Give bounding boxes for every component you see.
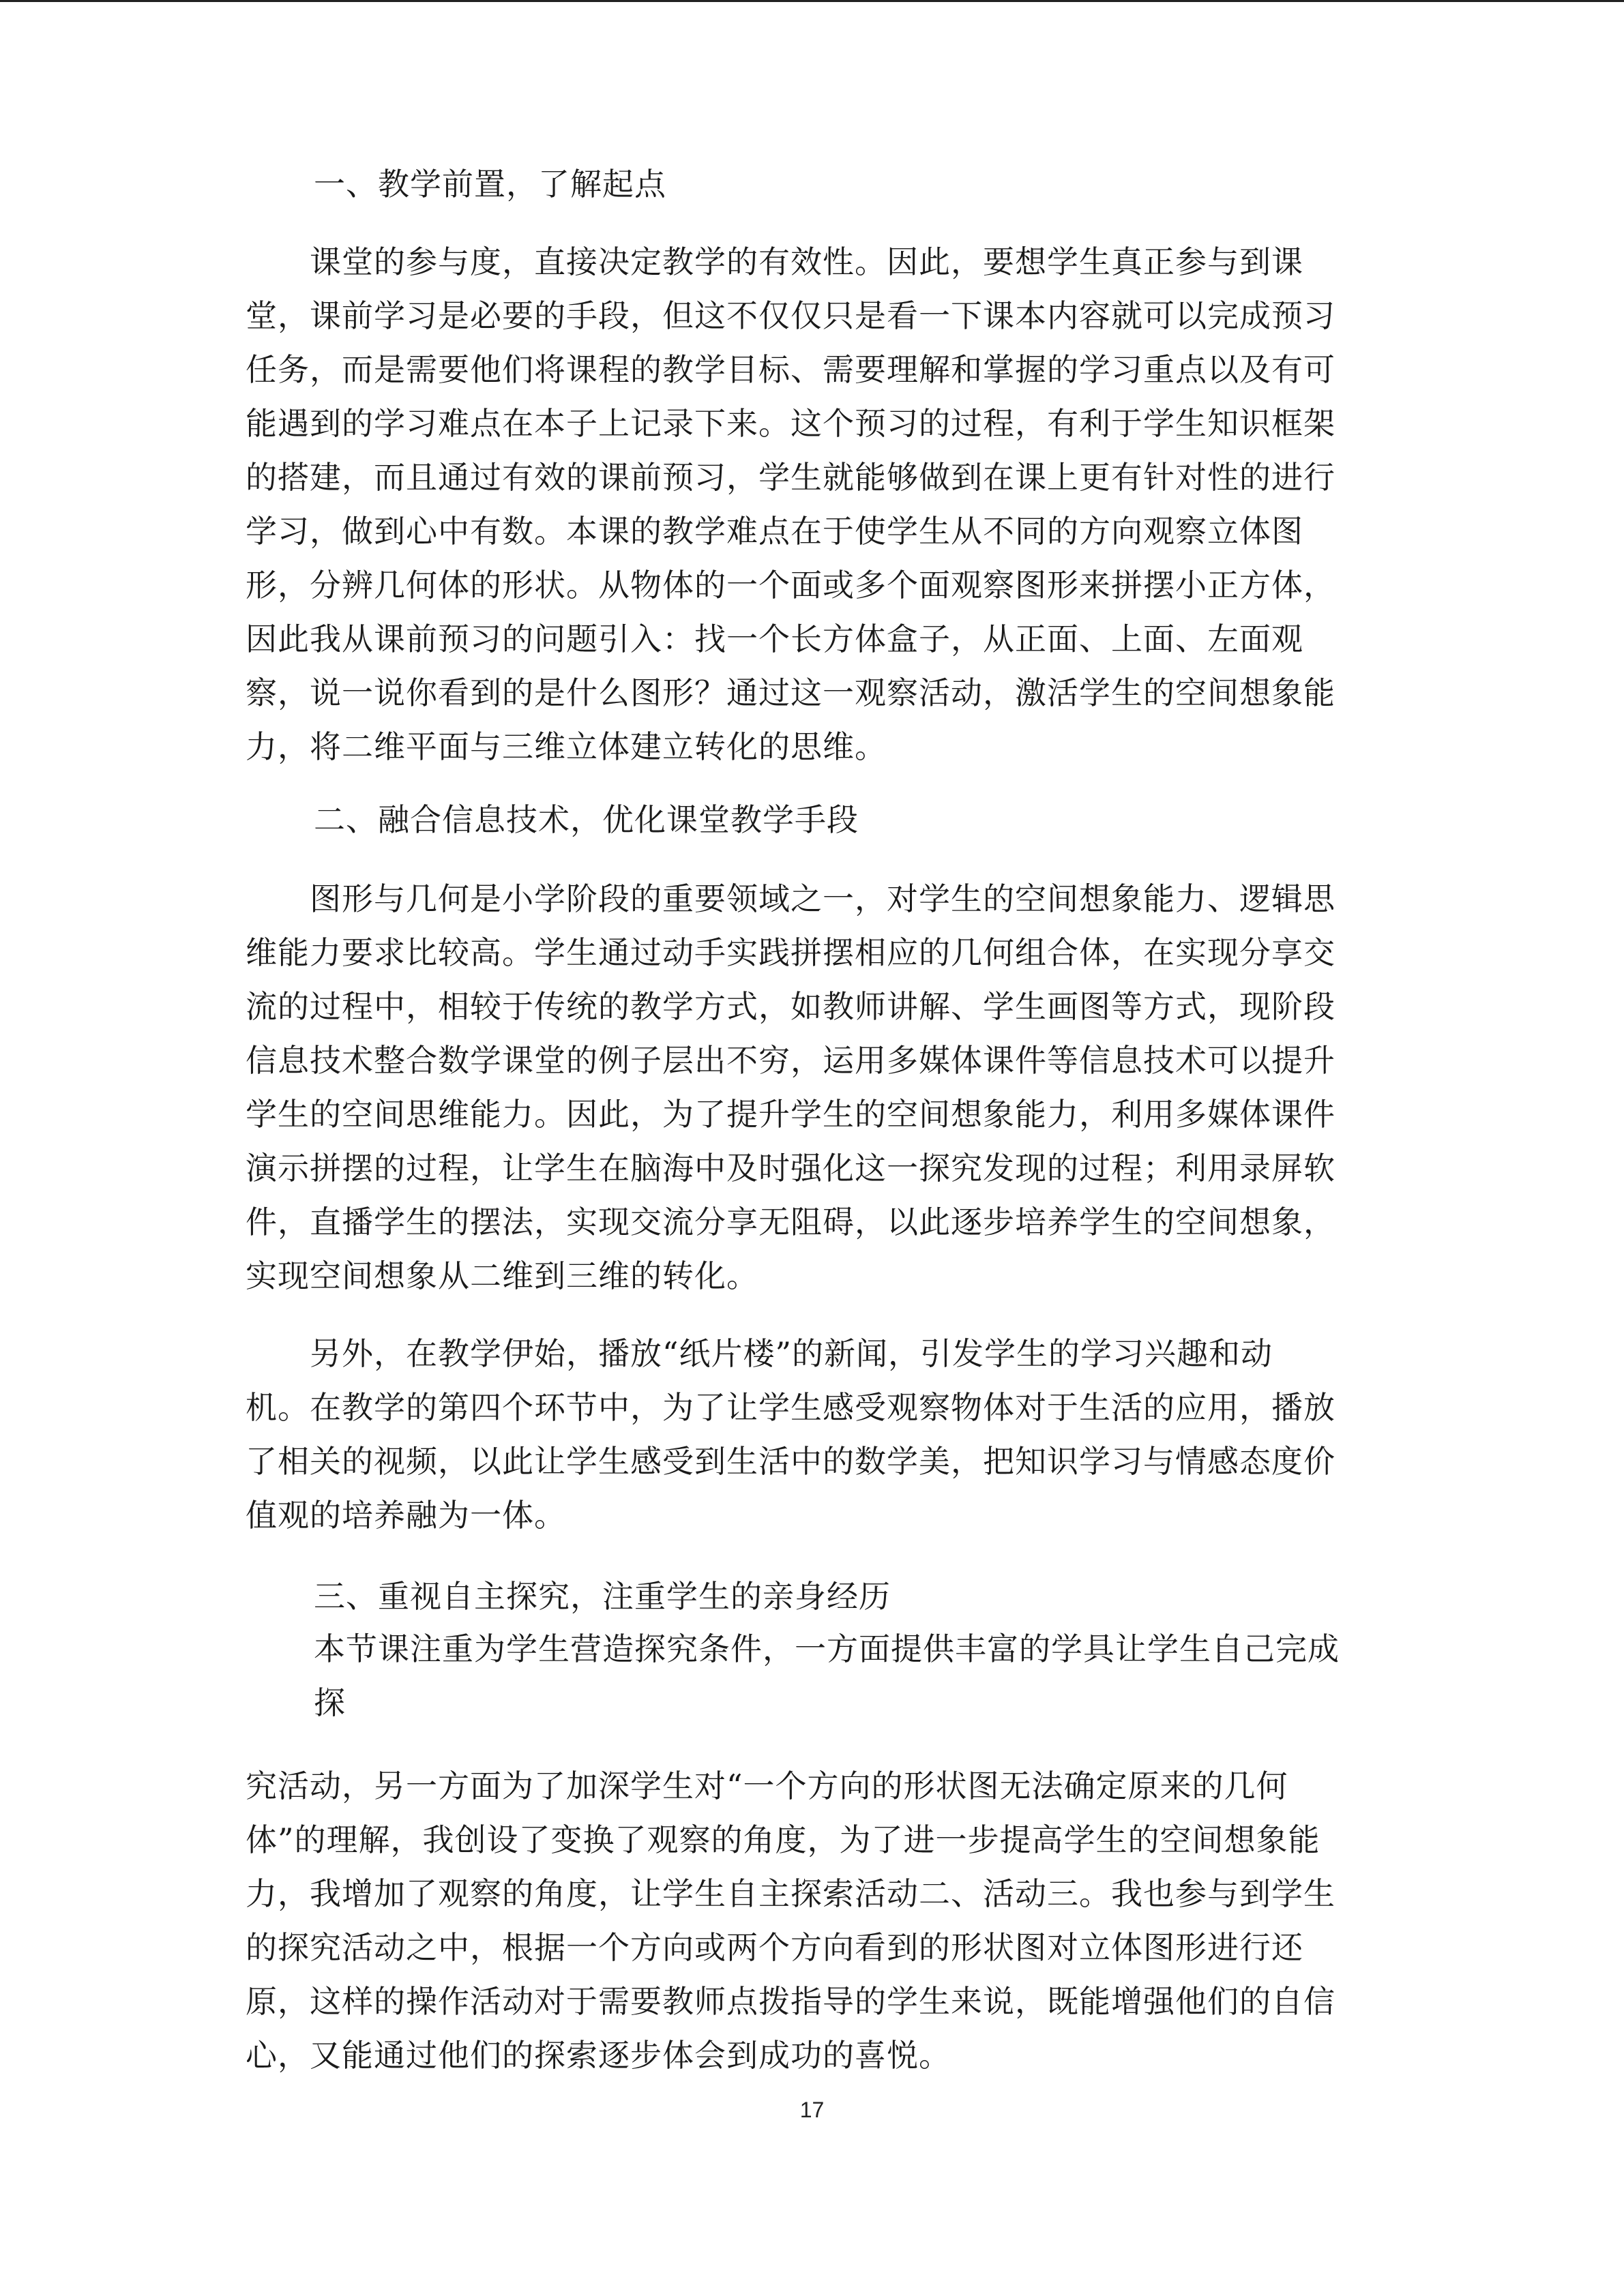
paragraph-line: 堂，课前学习是必要的手段，但这不仅仅只是看一下课本内容就可以完成预习: [246, 297, 1335, 334]
section-2-paragraph-1: [246, 872, 1364, 1303]
page-number: 17: [799, 2098, 825, 2122]
paragraph-line: 本节课注重为学生营造探究条件，一方面提供丰富的学具让学生自己完成: [314, 1630, 1340, 1667]
paragraph-line: 察，说一说你看到的是什么图形？通过这一观察活动，激活学生的空间想象能: [246, 674, 1335, 711]
paragraph-line: 探: [314, 1684, 346, 1721]
paragraph-line: 力，将二维平面与三维立体建立转化的思维。: [246, 728, 887, 765]
paragraph-line: 另外，在教学伊始，播放“纸片楼”的新闻，引发学生的学习兴趣和动: [246, 1335, 1273, 1372]
paragraph-line: 值观的培养融为一体。: [246, 1497, 566, 1534]
paragraph-line: 流的过程中，相较于传统的教学方式，如教师讲解、学生画图等方式，现阶段: [246, 988, 1335, 1025]
paragraph-line: 学生的空间思维能力。因此，为了提升学生的空间想象能力，利用多媒体课件: [246, 1096, 1335, 1133]
paragraph-line: 力，我增加了观察的角度，让学生自主探索活动二、活动三。我也参与到学生: [246, 1875, 1335, 1912]
paragraph-line: 体”的理解，我创设了变换了观察的角度，为了进一步提高学生的空间想象能: [246, 1821, 1320, 1858]
section-3-heading: 三、重视自主探究，注重学生的亲身经历: [314, 1578, 891, 1615]
paragraph-line: 学习，做到心中有数。本课的教学难点在于使学生从不同的方向观察立体图: [246, 513, 1303, 550]
paragraph-line: 的搭建，而且通过有效的课前预习，学生就能够做到在课上更有针对性的进行: [246, 459, 1335, 496]
paragraph-line: 机。在教学的第四个环节中，为了让学生感受观察物体对于生活的应用，播放: [246, 1389, 1335, 1426]
paragraph-line: 原，这样的操作活动对于需要教师点拨指导的学生来说，既能增强他们的自信: [246, 1983, 1335, 2020]
paragraph-line: 维能力要求比较高。学生通过动手实践拼摆相应的几何组合体，在实现分享交: [246, 934, 1335, 971]
paragraph-line: 实现空间想象从二维到三维的转化。: [246, 1257, 758, 1294]
section-1-paragraph: [246, 235, 1364, 774]
paragraph-line: 的探究活动之中，根据一个方向或两个方向看到的形状图对立体图形进行还: [246, 1929, 1303, 1966]
document-page: [246, 0, 1364, 2296]
section-2-paragraph-2: [246, 1327, 1364, 1542]
paragraph-line: 信息技术整合数学课堂的例子层出不穷，运用多媒体课件等信息技术可以提升: [246, 1042, 1335, 1079]
paragraph-line: 课堂的参与度，直接决定教学的有效性。因此，要想学生真正参与到课: [246, 243, 1303, 280]
paragraph-line: 形，分辨几何体的形状。从物体的一个面或多个面观察图形来拼摆小正方体，: [246, 567, 1335, 603]
section-1-heading: 一、教学前置，了解起点: [314, 166, 666, 203]
paragraph-line: 了相关的视频，以此让学生感受到生活中的数学美，把知识学习与情感态度价: [246, 1443, 1335, 1480]
paragraph-line: 能遇到的学习难点在本子上记录下来。这个预习的过程，有利于学生知识框架: [246, 405, 1335, 442]
paragraph-line: 件，直播学生的摆法，实现交流分享无阻碍，以此逐步培养学生的空间想象，: [246, 1204, 1335, 1240]
section-2-heading: 二、融合信息技术，优化课堂教学手段: [314, 801, 859, 838]
paragraph-line: 因此我从课前预习的问题引入：找一个长方体盒子，从正面、上面、左面观: [246, 621, 1303, 657]
paragraph-line: 图形与几何是小学阶段的重要领域之一，对学生的空间想象能力、逻辑思: [246, 880, 1335, 917]
paragraph-line: 心，又能通过他们的探索逐步体会到成功的喜悦。: [246, 2037, 951, 2074]
section-3-intro: [314, 1622, 1364, 1730]
paragraph-line: 演示拼摆的过程，让学生在脑海中及时强化这一探究发现的过程；利用录屏软: [246, 1150, 1335, 1187]
paragraph-line: 究活动，另一方面为了加深学生对“一个方向的形状图无法确定原来的几何: [246, 1768, 1288, 1804]
section-3-paragraph: [246, 1759, 1364, 2083]
paragraph-line: 任务，而是需要他们将课程的教学目标、需要理解和掌握的学习重点以及有可: [246, 351, 1335, 388]
